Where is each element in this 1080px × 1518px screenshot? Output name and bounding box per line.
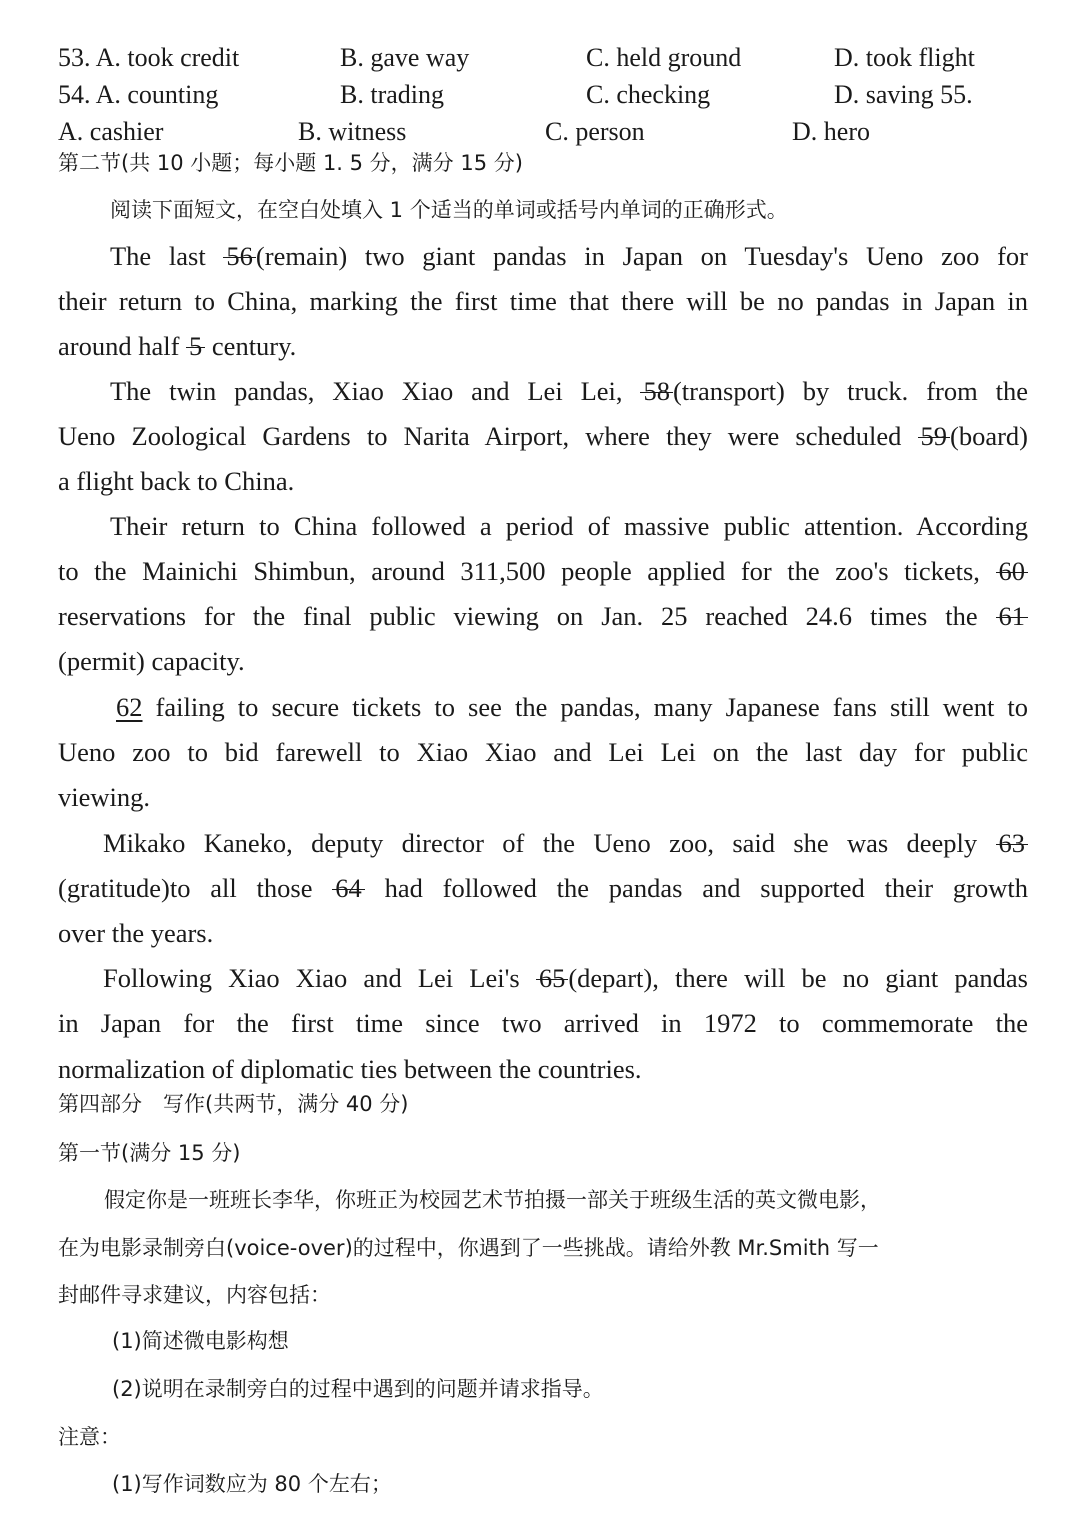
passage-p1-line3	[58, 328, 1028, 364]
text-span: around half	[58, 331, 187, 361]
option-53-c: C. held ground	[586, 43, 742, 72]
passage-p3-line2	[58, 553, 1028, 589]
option-53-b: B. gave way	[340, 43, 470, 72]
passage-p2-line1	[110, 373, 1028, 409]
passage-p4-line3: viewing.	[58, 782, 150, 812]
prompt-item1: (1)简述微电影构想	[112, 1329, 289, 1353]
passage-p3-line1: Their return to China followed a period of massive public attention. According	[110, 511, 1028, 541]
passage-p6-line3: normalization of diplomatic ties between the countries.	[58, 1054, 642, 1084]
blank-57: 5	[186, 328, 205, 364]
options-row-54	[58, 77, 1038, 113]
blank-56: 56	[223, 238, 256, 274]
prompt-item2: (2)说明在录制旁白的过程中遇到的问题并请求指导。	[112, 1377, 604, 1401]
passage-p3-line4: (permit) capacity.	[58, 646, 245, 676]
options-row-53	[58, 40, 1038, 76]
option-55-c: C. person	[545, 117, 645, 146]
option-54-d: D. saving 55.	[834, 80, 973, 109]
prompt-line2: 在为电影录制旁白(voice-over)的过程中，你遇到了一些挑战。请给外教 Mr.Smith 写一	[58, 1236, 879, 1260]
part4-header: 第四部分 写作(共两节，满分 40 分)	[58, 1092, 409, 1116]
passage-p6-line1	[103, 960, 1028, 996]
options-row-55	[58, 114, 1038, 150]
blank-63: 63	[996, 825, 1029, 861]
text-span: Ueno Zoological Gardens to Narita Airport, where they were scheduled	[58, 421, 918, 451]
passage-p2-line3: a flight back to China.	[58, 466, 295, 496]
text-span: failing to secure tickets to see the pandas, many Japanese fans still went to	[142, 692, 1028, 722]
passage-p5-line3: over the years.	[58, 918, 214, 948]
text-span: century.	[205, 331, 297, 361]
passage-p5-line2	[58, 870, 1028, 906]
text-span: (board)	[950, 421, 1028, 451]
option-53-a: 53. A. took credit	[58, 43, 240, 72]
note-item1: (1)写作词数应为 80 个左右；	[112, 1472, 392, 1496]
option-55-d: D. hero	[792, 117, 870, 146]
text-span: (gratitude)to all those	[58, 873, 333, 903]
part4-section1: 第一节(满分 15 分)	[58, 1141, 241, 1165]
blank-58: 58	[640, 373, 673, 409]
blank-64: 64	[332, 870, 365, 906]
blank-61: 61	[996, 598, 1029, 634]
section2-header: 第二节(共 10 小题；每小题 1. 5 分，满分 15 分)	[58, 151, 523, 175]
blank-62: 62	[116, 692, 143, 722]
text-span: (remain) two giant pandas in Japan on Tuesday's Ueno zoo for	[255, 241, 1028, 271]
option-55-a: A. cashier	[58, 117, 164, 146]
text-span: The twin pandas, Xiao Xiao and Lei Lei,	[110, 376, 641, 406]
passage-p2-line2	[58, 418, 1028, 454]
text-span: to the Mainichi Shimbun, around 311,500 people applied for the zoo's tickets,	[58, 556, 996, 586]
text-span: (transport) by truck. from the	[672, 376, 1029, 406]
text-span: had followed the pandas and supported their growth	[364, 873, 1029, 903]
section2-instruction: 阅读下面短文，在空白处填入 1 个适当的单词或括号内单词的正确形式。	[110, 198, 788, 222]
passage-p1-line1	[110, 238, 1028, 274]
option-53-d: D. took flight	[834, 43, 975, 72]
passage-p5-line1	[103, 825, 1028, 861]
text-span: reservations for the final public viewing on Jan. 25 reached 24.6 times the	[58, 601, 996, 631]
note-label: 注意：	[58, 1425, 121, 1449]
passage-p3-line3	[58, 598, 1028, 634]
passage-p1-line2: their return to China, marking the first time that there will be no pandas in Japan in	[58, 286, 1028, 316]
passage-p6-line2: in Japan for the first time since two arrived in 1972 to commemorate the	[58, 1008, 1028, 1038]
text-span: (depart), there will be no giant pandas	[568, 963, 1028, 993]
blank-60: 60	[996, 553, 1029, 589]
prompt-line1: 假定你是一班班长李华，你班正为校园艺术节拍摄一部关于班级生活的英文微电影，	[104, 1188, 881, 1212]
text-span: Mikako Kaneko, deputy director of the Ueno zoo, said she was deeply	[103, 828, 996, 858]
option-54-a: 54. A. counting	[58, 80, 219, 109]
text-span: The last	[110, 241, 224, 271]
passage-p4-line1	[116, 689, 1028, 725]
option-54-c: C. checking	[586, 80, 711, 109]
passage-p4-line2: Ueno zoo to bid farewell to Xiao Xiao and Lei Lei on the last day for public	[58, 737, 1028, 767]
prompt-line3: 封邮件寻求建议，内容包括：	[58, 1283, 331, 1307]
option-55-b: B. witness	[298, 117, 407, 146]
blank-65: 65	[536, 960, 569, 996]
blank-59: 59	[918, 418, 951, 454]
option-54-b: B. trading	[340, 80, 444, 109]
text-span: Following Xiao Xiao and Lei Lei's	[103, 963, 536, 993]
